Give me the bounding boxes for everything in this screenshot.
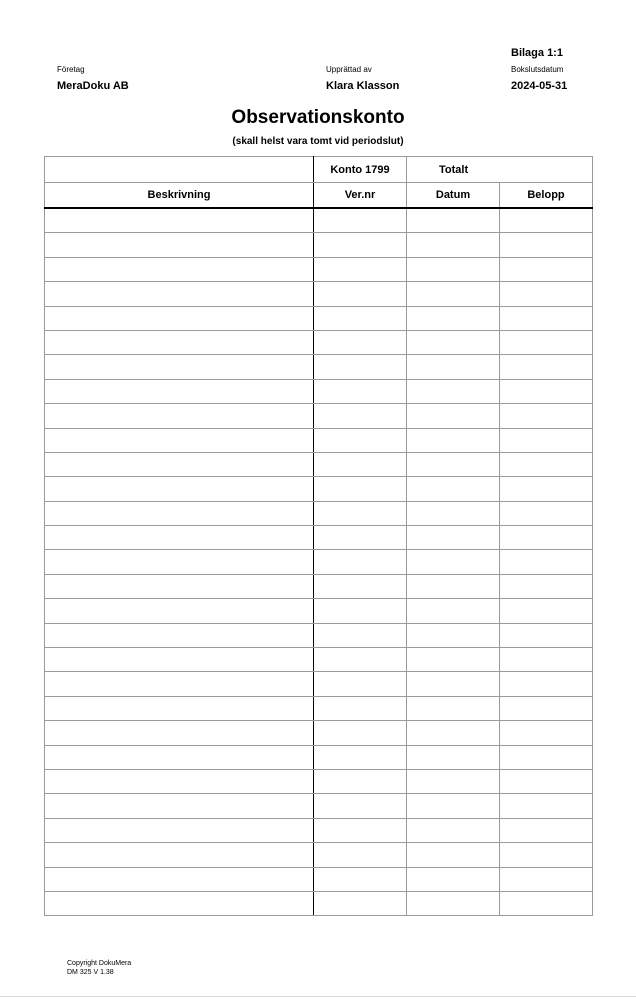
table-cell bbox=[500, 330, 593, 354]
table-cell bbox=[407, 257, 500, 281]
table-cell bbox=[407, 355, 500, 379]
table-cell bbox=[314, 648, 407, 672]
table-cell bbox=[500, 257, 593, 281]
header-blank-cell bbox=[45, 157, 314, 183]
table-cell bbox=[314, 769, 407, 793]
table-cell bbox=[314, 208, 407, 233]
table-cell bbox=[500, 599, 593, 623]
column-header-ver-nr: Ver.nr bbox=[314, 183, 407, 209]
page-bottom-divider bbox=[0, 996, 636, 997]
table-row bbox=[45, 867, 593, 891]
column-header-amount: Belopp bbox=[500, 183, 593, 209]
table-cell bbox=[314, 526, 407, 550]
table-cell bbox=[500, 769, 593, 793]
table-cell bbox=[45, 452, 314, 476]
table-cell bbox=[45, 867, 314, 891]
table-cell bbox=[407, 452, 500, 476]
table-cell bbox=[407, 233, 500, 257]
table-cell bbox=[45, 745, 314, 769]
closing-date-label: Bokslutsdatum bbox=[511, 65, 564, 74]
table-cell bbox=[407, 550, 500, 574]
table-cell bbox=[407, 404, 500, 428]
table-cell bbox=[500, 696, 593, 720]
table-cell bbox=[407, 891, 500, 915]
table-cell bbox=[314, 574, 407, 598]
table-cell bbox=[314, 696, 407, 720]
table-row bbox=[45, 282, 593, 306]
table-cell bbox=[314, 306, 407, 330]
table-row bbox=[45, 891, 593, 915]
total-cell: Totalt bbox=[407, 157, 593, 183]
table-row bbox=[45, 501, 593, 525]
table-row bbox=[45, 257, 593, 281]
table-cell bbox=[500, 233, 593, 257]
table-cell bbox=[407, 477, 500, 501]
table-row bbox=[45, 769, 593, 793]
table-cell bbox=[407, 818, 500, 842]
table-cell bbox=[500, 428, 593, 452]
table-cell bbox=[407, 306, 500, 330]
page-subtitle: (skall helst vara tomt vid periodslut) bbox=[232, 136, 404, 147]
table-cell bbox=[45, 574, 314, 598]
closing-date-value: 2024-05-31 bbox=[511, 80, 568, 92]
table-cell bbox=[407, 599, 500, 623]
table-row bbox=[45, 721, 593, 745]
table-cell bbox=[45, 404, 314, 428]
table-cell bbox=[500, 208, 593, 233]
table-cell bbox=[407, 379, 500, 403]
table-cell bbox=[45, 769, 314, 793]
table-cell bbox=[407, 282, 500, 306]
table-row bbox=[45, 404, 593, 428]
table-cell bbox=[314, 257, 407, 281]
table-row bbox=[45, 648, 593, 672]
company-label: Företag bbox=[57, 65, 85, 74]
table-cell bbox=[314, 330, 407, 354]
table-cell bbox=[45, 501, 314, 525]
table-cell bbox=[500, 379, 593, 403]
table-cell bbox=[314, 379, 407, 403]
table-cell bbox=[500, 306, 593, 330]
table-cell bbox=[45, 891, 314, 915]
table-cell bbox=[45, 526, 314, 550]
table-cell bbox=[45, 623, 314, 647]
table-cell bbox=[407, 867, 500, 891]
table-row bbox=[45, 672, 593, 696]
table-cell bbox=[500, 891, 593, 915]
table-cell bbox=[314, 599, 407, 623]
table-row bbox=[45, 550, 593, 574]
table-cell bbox=[500, 745, 593, 769]
table-cell bbox=[500, 818, 593, 842]
table-cell bbox=[45, 233, 314, 257]
table-cell bbox=[45, 648, 314, 672]
table-cell bbox=[314, 794, 407, 818]
table-cell bbox=[314, 452, 407, 476]
table-cell bbox=[45, 599, 314, 623]
table-cell bbox=[407, 672, 500, 696]
prepared-by-label: Upprättad av bbox=[326, 65, 372, 74]
table-row bbox=[45, 208, 593, 233]
table-cell bbox=[45, 721, 314, 745]
table-cell bbox=[407, 696, 500, 720]
table-cell bbox=[45, 330, 314, 354]
table-row bbox=[45, 843, 593, 867]
table-cell bbox=[407, 721, 500, 745]
table-cell bbox=[314, 501, 407, 525]
table-cell bbox=[407, 526, 500, 550]
table-row bbox=[45, 794, 593, 818]
table-cell bbox=[45, 306, 314, 330]
table-cell bbox=[500, 672, 593, 696]
table-cell bbox=[500, 526, 593, 550]
table-cell bbox=[45, 208, 314, 233]
table-cell bbox=[500, 282, 593, 306]
table-cell bbox=[500, 452, 593, 476]
table-cell bbox=[500, 623, 593, 647]
table-cell bbox=[314, 233, 407, 257]
table-cell bbox=[45, 818, 314, 842]
account-cell: Konto 1799 bbox=[314, 157, 407, 183]
table-cell bbox=[314, 355, 407, 379]
table-cell bbox=[500, 501, 593, 525]
table-row bbox=[45, 745, 593, 769]
table-cell bbox=[45, 282, 314, 306]
table-cell bbox=[45, 550, 314, 574]
table-row bbox=[45, 428, 593, 452]
table-cell bbox=[314, 550, 407, 574]
table-row bbox=[45, 574, 593, 598]
attachment-label: Bilaga 1:1 bbox=[511, 47, 563, 59]
table-cell bbox=[45, 355, 314, 379]
table-cell bbox=[500, 648, 593, 672]
table-cell bbox=[314, 672, 407, 696]
table-row bbox=[45, 330, 593, 354]
table-cell bbox=[45, 257, 314, 281]
table-cell bbox=[500, 550, 593, 574]
table-cell bbox=[407, 501, 500, 525]
table-cell bbox=[407, 428, 500, 452]
table-cell bbox=[45, 843, 314, 867]
table-row bbox=[45, 818, 593, 842]
table-cell bbox=[314, 477, 407, 501]
table-cell bbox=[500, 843, 593, 867]
table-cell bbox=[45, 794, 314, 818]
table-cell bbox=[314, 891, 407, 915]
table-cell bbox=[314, 745, 407, 769]
column-header-description: Beskrivning bbox=[45, 183, 314, 209]
table-cell bbox=[500, 867, 593, 891]
table-cell bbox=[407, 208, 500, 233]
table-cell bbox=[314, 404, 407, 428]
table-cell bbox=[500, 794, 593, 818]
table-row bbox=[45, 306, 593, 330]
observation-table bbox=[44, 156, 593, 916]
table-row bbox=[45, 452, 593, 476]
table-cell bbox=[407, 843, 500, 867]
table-cell bbox=[407, 623, 500, 647]
table-cell bbox=[314, 428, 407, 452]
footer-version: DM 325 V 1.38 bbox=[67, 969, 114, 976]
table-cell bbox=[45, 477, 314, 501]
table-cell bbox=[45, 428, 314, 452]
table-cell bbox=[407, 794, 500, 818]
table-cell bbox=[407, 769, 500, 793]
table-cell bbox=[45, 672, 314, 696]
table-row bbox=[45, 599, 593, 623]
table-cell bbox=[500, 355, 593, 379]
table-cell bbox=[314, 843, 407, 867]
table-cell bbox=[407, 574, 500, 598]
page-title: Observationskonto bbox=[231, 107, 405, 128]
prepared-by-value: Klara Klasson bbox=[326, 80, 400, 92]
table-row bbox=[45, 379, 593, 403]
table-cell bbox=[500, 477, 593, 501]
company-value: MeraDoku AB bbox=[57, 80, 129, 92]
table-row bbox=[45, 477, 593, 501]
table-row bbox=[45, 623, 593, 647]
table-cell bbox=[407, 745, 500, 769]
table-cell bbox=[407, 330, 500, 354]
table-cell bbox=[45, 696, 314, 720]
table-row bbox=[45, 526, 593, 550]
table-cell bbox=[314, 721, 407, 745]
table-cell bbox=[314, 623, 407, 647]
table-cell bbox=[500, 721, 593, 745]
table-row bbox=[45, 355, 593, 379]
table-cell bbox=[314, 818, 407, 842]
table-cell bbox=[407, 648, 500, 672]
table-cell bbox=[500, 574, 593, 598]
table-cell bbox=[500, 404, 593, 428]
column-header-date: Datum bbox=[407, 183, 500, 209]
table-row bbox=[45, 233, 593, 257]
footer-copyright: Copyright DokuMera bbox=[67, 960, 132, 967]
table-cell bbox=[314, 867, 407, 891]
table-cell bbox=[45, 379, 314, 403]
table-cell bbox=[314, 282, 407, 306]
table-row bbox=[45, 696, 593, 720]
